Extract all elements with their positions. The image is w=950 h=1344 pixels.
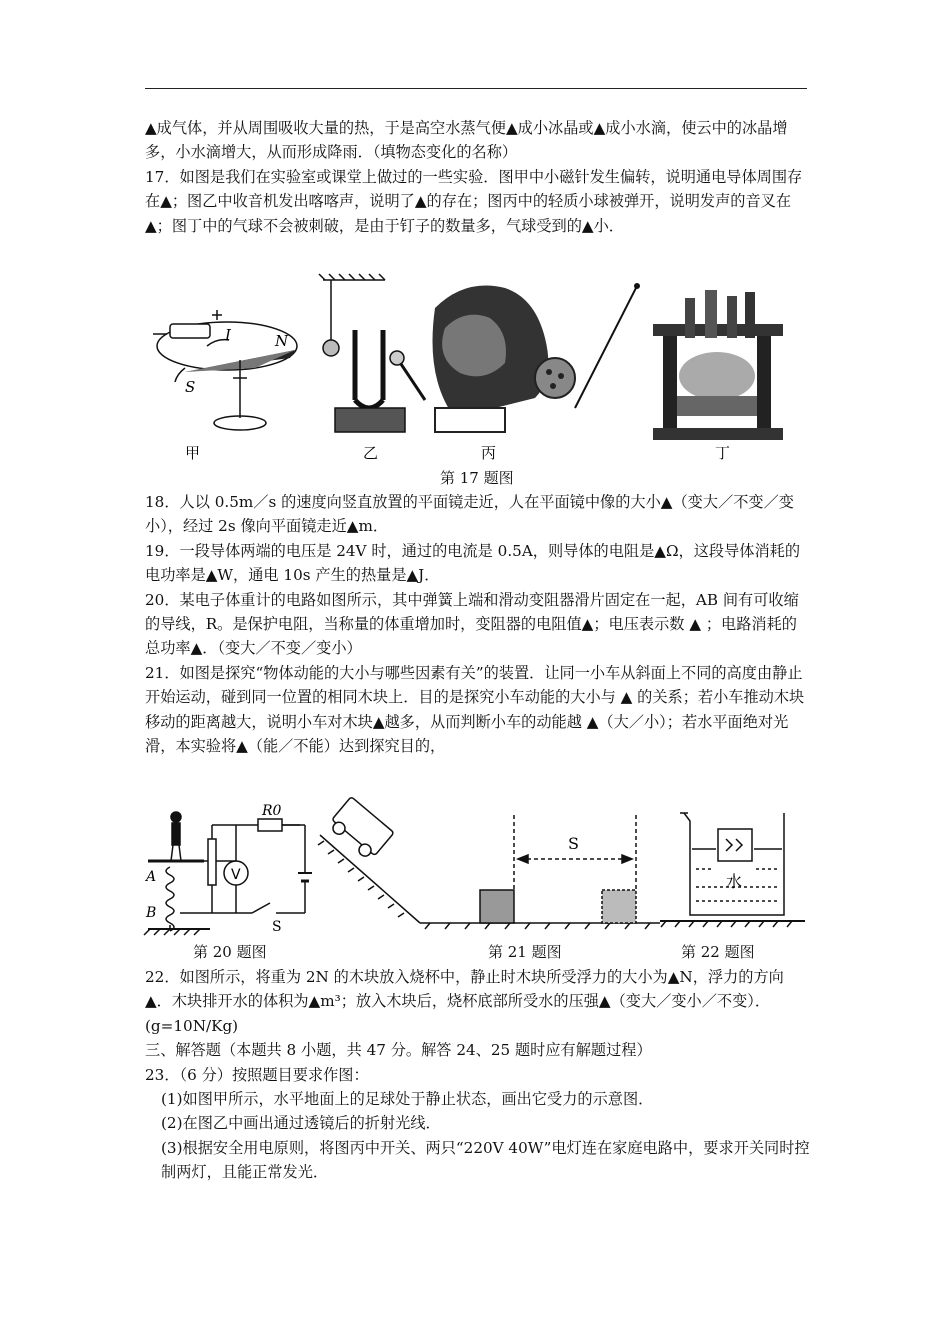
- fig17-label-bing: 丙: [481, 444, 497, 462]
- figures-20-22: [140, 795, 810, 940]
- question-21: 21．如图是探究“物体动能的大小与哪些因素有关”的装置．让同一小车从斜面上不同的高度由静止开始运动，碰到同一位置的相同木块上．目的是探究小车动能的大小与 ▲ 的关系；若小车推动木块移动的距离越大，说明小车对木块▲越多，从而判断小车的动能越 ▲（大／小）；若水平面绝对光滑，本实验将▲（能／不能）达到探究目的，: [145, 663, 805, 756]
- fig21-ramp-diagram: [318, 797, 660, 929]
- fig21-distance-label: S: [568, 834, 579, 853]
- question-19: 19．一段导体两端的电压是 24V 时，通过的电流是 0.5A，则导体的电阻是▲Ω，这段导体消耗的电功率是▲W，通电 10s 产生的热量是▲J．: [145, 541, 801, 585]
- figure-17: [145, 268, 805, 468]
- question-20: 20．某电子体重计的电路如图所示，其中弹簧上端和滑动变阻器滑片固定在一起，AB 间有可收缩的导线，R。是保护电阻，当称量的体重增加时，变阻器的电阻值▲；电压表示数 ▲ ；电路消耗的总功率▲．（变大／不变／变小）: [145, 590, 799, 658]
- fig20-voltmeter-label: V: [231, 867, 241, 883]
- fig22-water-label: 水: [726, 872, 743, 891]
- fig21-caption: 第 21 题图: [488, 943, 562, 961]
- question-23-part-1: (1)如图甲所示，水平地面上的足球处于静止状态，画出它受力的示意图．: [161, 1090, 654, 1109]
- fig17-ding-diagram: [653, 290, 783, 440]
- fig17-bing-diagram: [433, 283, 641, 432]
- fig20-circuit-diagram: [144, 812, 312, 935]
- fig17-jia-south-label: S: [185, 378, 196, 396]
- fig20-b-label: B: [146, 905, 157, 921]
- fig17-jia-north-label: N: [275, 332, 289, 350]
- question-18: 18．人以 0.5m／s 的速度向竖直放置的平面镜走近，人在平面镜中像的大小▲（变大／不变／变小），经过 2s 像向平面镜走近▲m．: [145, 493, 794, 536]
- text-block-bottom: [145, 965, 810, 1185]
- fig20-a-label: A: [146, 869, 157, 885]
- question-23-part-3: (3)根据安全用电原则，将图丙中开关、两只“220V 40W”电灯连在家庭电路中，要求开关同时控制两灯，且能正常发光．: [161, 1138, 810, 1182]
- paragraph-16-continued: ▲成气体，并从周围吸收大量的热，于是高空水蒸气便▲成小冰晶或▲成小水滴，使云中的冰晶增多，小水滴增大，从而形成降雨．（填物态变化的名称）: [145, 119, 788, 162]
- fig22-beaker-diagram: [660, 813, 805, 927]
- fig17-label-yi: 乙: [363, 444, 379, 462]
- fig20-switch-label: S: [272, 919, 282, 935]
- fig17-label-jia: 甲: [185, 444, 201, 462]
- fig17-jia-current-label: I: [225, 326, 231, 344]
- fig20-r0-label: R0: [262, 803, 282, 819]
- question-23: 23．（6 分）按照题目要求作图：: [145, 1065, 369, 1084]
- question-17: 17．如图是我们在实验室或课堂上做过的一些实验．图甲中小磁针发生偏转，说明通电导体周围存在▲；图乙中收音机发出喀喀声，说明了▲的存在；图丙中的轻质小球被弹开，说明发声的音叉在▲；图丁中的气球不会被刺破，是由于钉子的数量多，气球受到的▲小．: [145, 167, 803, 235]
- text-block-top: [145, 116, 810, 238]
- question-22: 22．如图所示，将重为 2N 的木块放入烧杯中，静止时木块所受浮力的大小为▲N，浮力的方向▲．木块排开水的体积为▲m³；放入木块后，烧杯底部所受水的压强▲（变大／变小／不变）．(g=10N/Kg): [145, 968, 784, 1035]
- header-rule: [145, 88, 807, 89]
- fig17-label-ding: 丁: [715, 444, 731, 462]
- fig20-caption: 第 20 题图: [193, 943, 267, 961]
- fig17-yi-diagram: [319, 274, 425, 432]
- text-block-middle: [145, 490, 810, 758]
- section-heading-3: 三、解答题（本题共 8 小题，共 47 分。解答 24、25 题时应有解题过程）: [145, 1041, 652, 1060]
- fig22-caption: 第 22 题图: [681, 943, 755, 961]
- question-23-part-2: (2)在图乙中画出通过透镜后的折射光线．: [161, 1114, 441, 1133]
- fig17-caption: 第 17 题图: [440, 469, 514, 487]
